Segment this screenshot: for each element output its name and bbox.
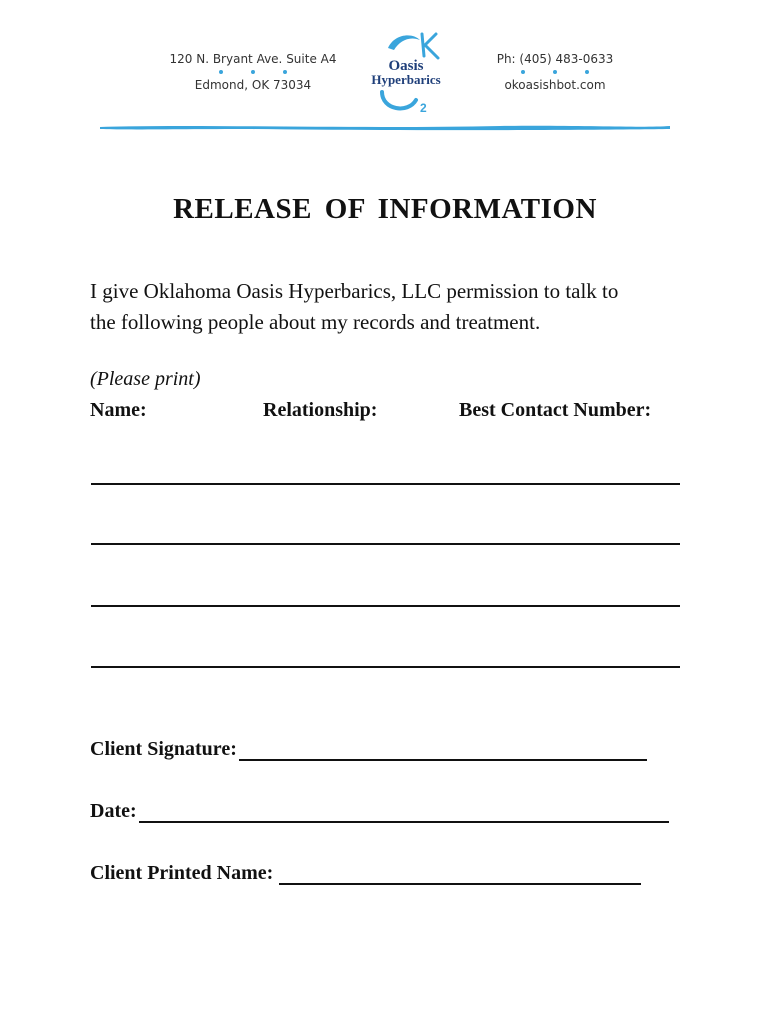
- client-printed-name-field: [90, 862, 641, 885]
- header-divider: [100, 123, 670, 131]
- dot: [219, 70, 223, 74]
- entry-line-4[interactable]: [91, 666, 680, 668]
- address-block: [158, 52, 348, 92]
- client-printed-name-label: Client Printed Name:: [90, 862, 274, 884]
- name-column-header: Name:: [90, 399, 147, 421]
- dot: [585, 70, 589, 74]
- oasis-hyperbarics-logo: [360, 26, 452, 118]
- intro-line-1: I give Oklahoma Oasis Hyperbarics, LLC permission to talk to: [90, 279, 619, 303]
- client-printed-name-blank[interactable]: [279, 865, 641, 885]
- dot: [521, 70, 525, 74]
- address-line-2: Edmond, OK 73034: [194, 78, 312, 92]
- entry-line-3[interactable]: [91, 605, 680, 607]
- address-line-1: 120 N. Bryant Ave. Suite A4: [169, 52, 337, 66]
- date-label: Date:: [90, 800, 137, 822]
- website-text: okoasishbot.com: [504, 78, 606, 92]
- relationship-column-header: Relationship:: [263, 399, 378, 421]
- contact-block: [490, 52, 620, 92]
- client-signature-blank[interactable]: [239, 741, 647, 761]
- page-title: RELEASE OF INFORMATION: [173, 193, 597, 225]
- client-signature-field: [90, 738, 647, 761]
- contact-dots: [490, 66, 620, 78]
- phone-text: Ph: (405) 483-0633: [496, 52, 614, 66]
- logo-text-hyperbarics: Hyperbarics: [371, 72, 441, 87]
- client-signature-label: Client Signature:: [90, 738, 237, 760]
- intro-paragraph: [90, 276, 690, 338]
- logo-subscript: 2: [420, 101, 427, 115]
- date-field: [90, 800, 669, 823]
- dot: [283, 70, 287, 74]
- address-dots: [158, 66, 348, 78]
- contact-column-header: Best Contact Number:: [459, 399, 652, 421]
- date-blank[interactable]: [139, 803, 669, 823]
- entry-line-2[interactable]: [91, 543, 680, 545]
- logo-text-oasis: Oasis: [388, 58, 424, 74]
- dot: [553, 70, 557, 74]
- please-print-note: (Please print): [90, 368, 201, 390]
- dot: [251, 70, 255, 74]
- intro-line-2: the following people about my records and treatment.: [90, 310, 541, 334]
- entry-line-1[interactable]: [91, 483, 680, 485]
